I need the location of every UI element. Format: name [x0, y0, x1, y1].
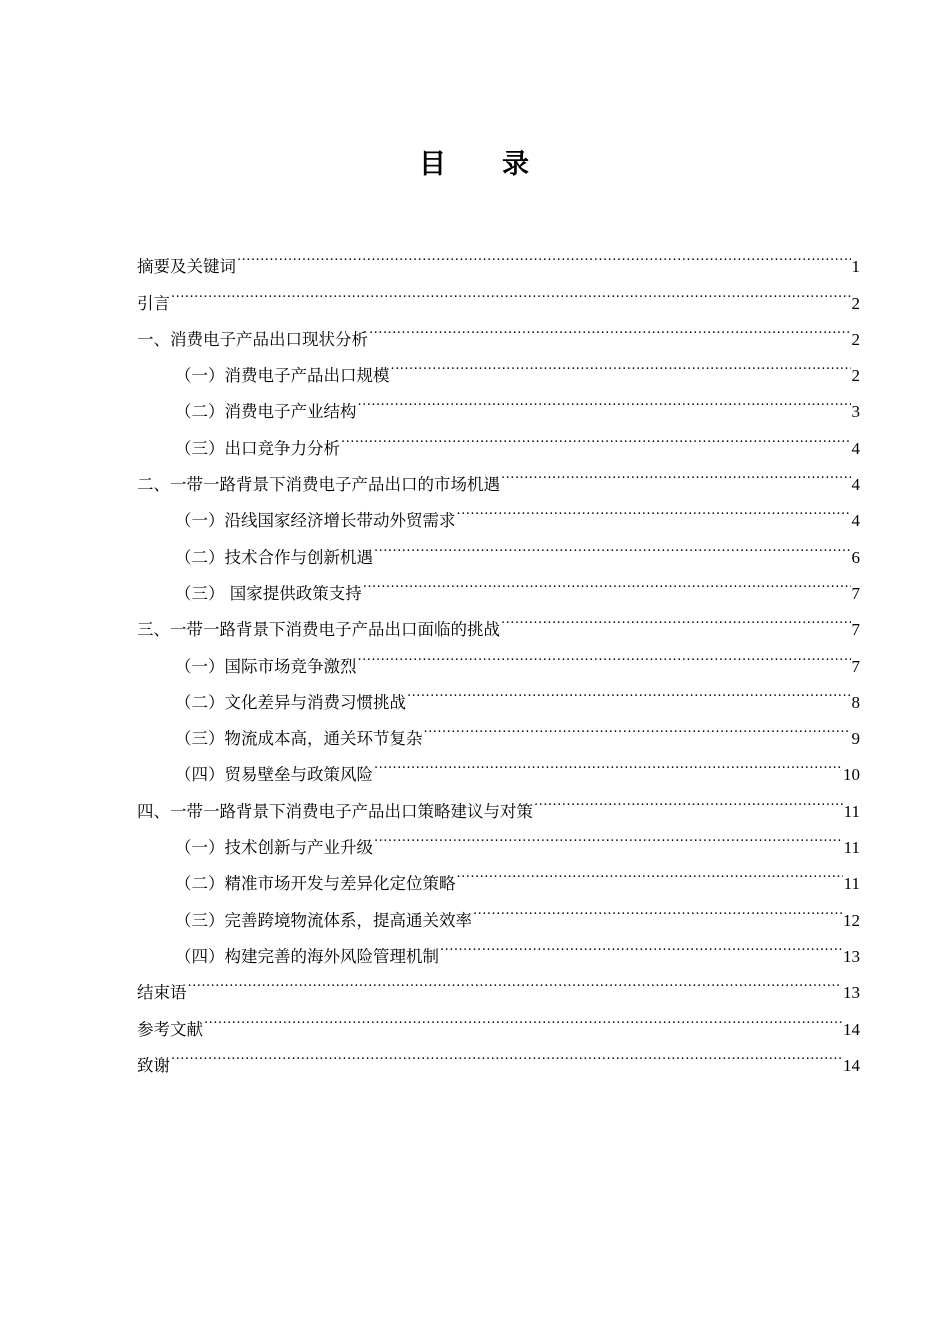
toc-dot-leader [501, 599, 851, 635]
toc-entry-label: （二）文化差异与消费习惯挑战 [175, 692, 406, 712]
toc-entry-label: 摘要及关键词 [137, 257, 236, 277]
toc-dot-leader [501, 454, 851, 490]
toc-entry-page-number: 4 [851, 475, 860, 495]
toc-entry[interactable] [137, 998, 860, 1039]
toc-entry-page-number: 14 [843, 1019, 860, 1039]
toc-entry-label: 引言 [137, 293, 170, 313]
toc-dot-leader [363, 563, 851, 599]
toc-dot-leader [374, 526, 851, 562]
toc-entry-page-number: 2 [851, 293, 860, 313]
toc-entry-page-number: 14 [843, 1055, 860, 1075]
toc-entry-label: 一、消费电子产品出口现状分析 [137, 329, 368, 349]
toc-entry-label: （一）沿线国家经济增长带动外贸需求 [175, 511, 456, 531]
toc-dot-leader [407, 672, 851, 708]
toc-entry-page-number: 10 [843, 765, 860, 785]
toc-entry-page-number: 4 [851, 511, 860, 531]
toc-entry-label: 致谢 [137, 1055, 170, 1075]
toc-entry-page-number: 12 [843, 910, 860, 930]
toc-entry-page-number: 7 [851, 583, 860, 603]
toc-entry[interactable] [137, 309, 860, 349]
toc-entry-page-number: 13 [843, 946, 860, 966]
toc-entry-page-number: 1 [851, 257, 860, 277]
toc-entry-page-number: 13 [843, 983, 860, 1003]
toc-entry-label: （一）国际市场竞争激烈 [175, 656, 357, 676]
toc-entry-label: （三）完善跨境物流体系，提高通关效率 [175, 910, 472, 930]
toc-dot-leader [171, 272, 851, 308]
toc-entry-label: （三）出口竞争力分析 [175, 438, 340, 458]
toc-entry-label: 三、一带一路背景下消费电子产品出口面临的挑战 [137, 620, 500, 640]
toc-entry-label: 参考文献 [137, 1019, 203, 1039]
toc-entry[interactable] [137, 236, 860, 277]
toc-entry-page-number: 8 [851, 692, 860, 712]
toc-entry-page-number: 4 [851, 438, 860, 458]
toc-entry-page-number: 2 [851, 329, 860, 349]
toc-entry-label: 结束语 [137, 983, 187, 1003]
toc-entry[interactable] [137, 1035, 860, 1075]
toc-dot-leader [473, 889, 842, 925]
toc-title-char-2: 录 [502, 149, 531, 180]
toc-entry-label: （四）构建完善的海外风险管理机制 [175, 946, 439, 966]
toc-entry-page-number: 7 [851, 620, 860, 640]
toc-dot-leader [374, 817, 843, 853]
toc-dot-leader [204, 998, 842, 1034]
toc-entry-label: （三）物流成本高，通关环节复杂 [175, 729, 423, 749]
toc-entry-page-number: 7 [851, 656, 860, 676]
toc-dot-leader [534, 780, 843, 816]
toc-dot-leader [440, 926, 842, 962]
toc-dot-leader [391, 345, 851, 381]
toc-dot-leader [457, 853, 843, 889]
toc-entry-label: （二）技术合作与创新机遇 [175, 547, 373, 567]
toc-title-char-1: 目 [419, 149, 448, 180]
table-of-contents [137, 236, 860, 1075]
toc-title [0, 142, 950, 181]
toc-entry-label: （一）技术创新与产业升级 [175, 838, 373, 858]
toc-entry-page-number: 2 [851, 366, 860, 386]
toc-entry-page-number: 6 [851, 547, 860, 567]
toc-dot-leader [358, 635, 851, 671]
toc-entry-page-number: 11 [843, 838, 860, 858]
toc-entry[interactable] [137, 962, 860, 1003]
toc-entry-label: （一）消费电子产品出口规模 [175, 366, 390, 386]
toc-entry-page-number: 9 [851, 729, 860, 749]
toc-dot-leader [171, 1035, 842, 1071]
toc-dot-leader [374, 744, 842, 780]
toc-dot-leader [457, 490, 851, 526]
toc-entry-label: （二）消费电子产业结构 [175, 402, 357, 422]
toc-entry-page-number: 3 [851, 402, 860, 422]
toc-dot-leader [237, 236, 851, 272]
toc-entry-page-number: 11 [843, 874, 860, 894]
toc-entry-label: （四）贸易壁垒与政策风险 [175, 765, 373, 785]
toc-dot-leader [424, 708, 851, 744]
toc-entry-label: 二、一带一路背景下消费电子产品出口的市场机遇 [137, 475, 500, 495]
toc-dot-leader [369, 309, 851, 345]
toc-entry-label: （二）精准市场开发与差异化定位策略 [175, 874, 456, 894]
toc-dot-leader [188, 962, 843, 998]
toc-entry[interactable] [137, 272, 860, 313]
toc-entry-label: 四、一带一路背景下消费电子产品出口策略建议与对策 [137, 801, 533, 821]
toc-entry-label: （三） 国家提供政策支持 [175, 583, 362, 603]
toc-dot-leader [358, 381, 851, 417]
toc-dot-leader [341, 417, 851, 453]
toc-entry-page-number: 11 [843, 801, 860, 821]
